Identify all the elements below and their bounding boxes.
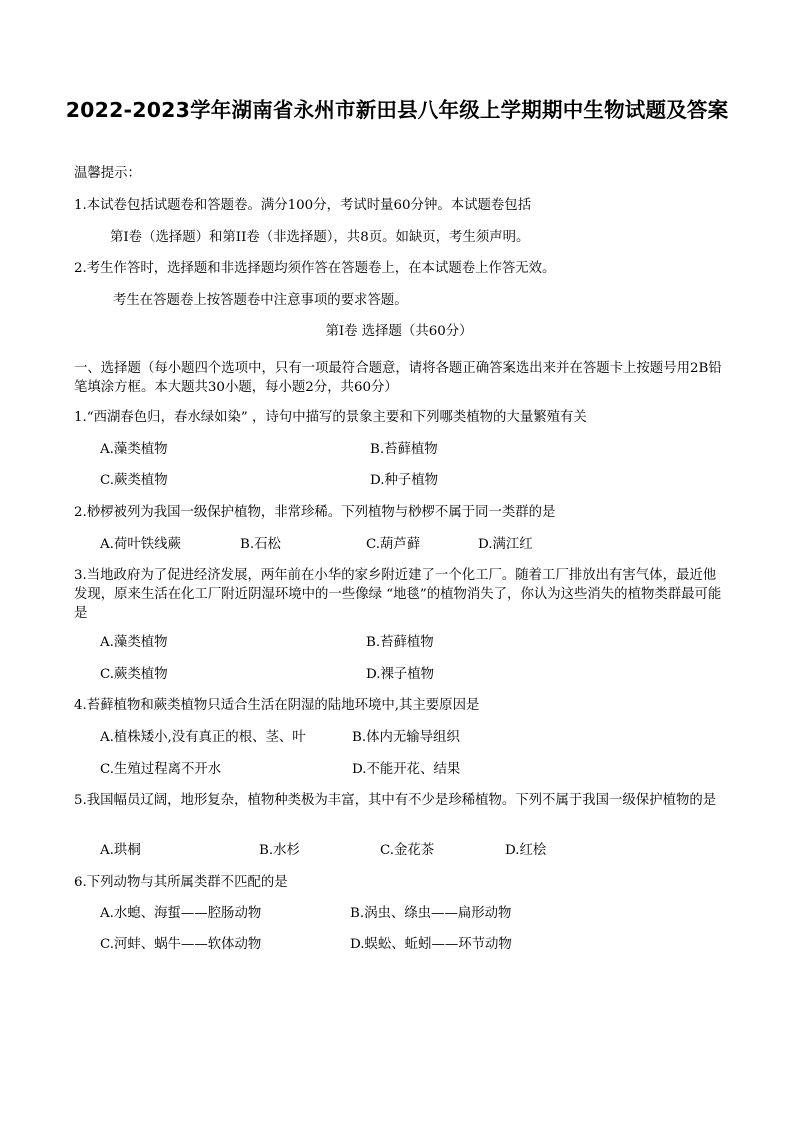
- question-3-option-d: D.裸子植物: [366, 667, 435, 682]
- question-4-option-d: D.不能开花、结果: [352, 762, 461, 777]
- question-2-option-a: A.荷叶铁线蕨: [100, 537, 181, 552]
- question-3-option-a: A.藻类植物: [100, 635, 168, 650]
- question-3-option-b: B.苔藓植物: [366, 635, 434, 650]
- tips-line-2: 第Ⅰ卷（选择题）和第II卷（非选择题），共8页。如缺页，考生须声明。: [110, 230, 530, 245]
- question-stem-1: 1.“西湖春色归，春水绿如染” ，诗句中描写的景象主要和下列哪类植物的大量繁殖有关: [74, 410, 587, 425]
- tips-heading: 温馨提示：: [74, 166, 141, 181]
- question-6-option-b: B.涡虫、绦虫——扁形动物: [350, 906, 512, 921]
- question-6-option-d: D.蜈蚣、蚯蚓——环节动物: [350, 937, 512, 952]
- question-1-option-b: B.苔藓植物: [370, 442, 438, 457]
- question-2-option-c: C.葫芦藓: [366, 537, 421, 552]
- question-stem-4: 4.苔藓植物和蕨类植物只适合生活在阴湿的陆地环境中,其主要原因是: [74, 698, 480, 713]
- tips-line-4: 考生在答题卷上按答题卷中注意事项的要求答题。: [113, 293, 408, 308]
- question-4-option-a: A.植株矮小,没有真正的根、茎、叶: [100, 730, 306, 745]
- question-1-option-c: C.蕨类植物: [100, 473, 168, 488]
- question-stem-2: 2.桫椤被列为我国一级保护植物，非常珍稀。下列植物与桫椤不属于同一类群的是: [74, 505, 556, 520]
- section-instructions: 一、选择题（每小题四个选项中，只有一项最符合题意，请将各题正确答案选出来并在答题卡上按题号用2B铅笔填涂方框。本大题共30小题，每小题2分，共60分）: [74, 361, 722, 395]
- question-4-option-b: B.体内无输导组织: [352, 730, 460, 745]
- question-5-option-c: C.金花茶: [380, 843, 435, 858]
- tips-line-1: 1.本试卷包括试题卷和答题卷。满分100分，考试时量60分钟。本试题卷包括: [74, 198, 532, 213]
- question-stem-5: 5.我国幅员辽阔，地形复杂，植物种类极为丰富，其中有不少是珍稀植物。下列不属于我国一级保护植物的是: [74, 793, 717, 808]
- question-2-option-b: B.石松: [240, 537, 281, 552]
- question-stem-3: 3.当地政府为了促进经济发展，两年前在小华的家乡附近建了一个化工厂。随着工厂排放出有害气体，最近他发现，原来生活在化工厂附近阴湿环境中的一些像绿 “地毯”的植物消失了，你认为这些消失的植物类群最可能是: [74, 568, 722, 621]
- question-6-option-c: C.河蚌、蜗牛——软体动物: [100, 937, 262, 952]
- question-6-option-a: A.水螅、海蜇——腔肠动物: [100, 906, 262, 921]
- question-stem-6: 6.下列动物与其所属类群不匹配的是: [74, 875, 288, 890]
- question-5-option-d: D.红桧: [505, 843, 547, 858]
- question-1-option-a: A.藻类植物: [100, 442, 168, 457]
- question-4-option-c: C.生殖过程离不开水: [100, 762, 222, 777]
- question-1-option-d: D.种子植物: [370, 473, 439, 488]
- tips-line-3: 2.考生作答时，选择题和非选择题均须作答在答题卷上，在本试题卷上作答无效。: [74, 261, 556, 276]
- question-2-option-d: D.满江红: [478, 537, 533, 552]
- question-5-option-a: A.珙桐: [100, 843, 141, 858]
- question-5-option-b: B.水杉: [259, 843, 300, 858]
- question-3-option-c: C.蕨类植物: [100, 667, 168, 682]
- document-title: 2022-2023学年湖南省永州市新田县八年级上学期期中生物试题及答案: [65, 98, 729, 122]
- section-title: 第Ⅰ卷 选择题（共60分）: [325, 324, 473, 339]
